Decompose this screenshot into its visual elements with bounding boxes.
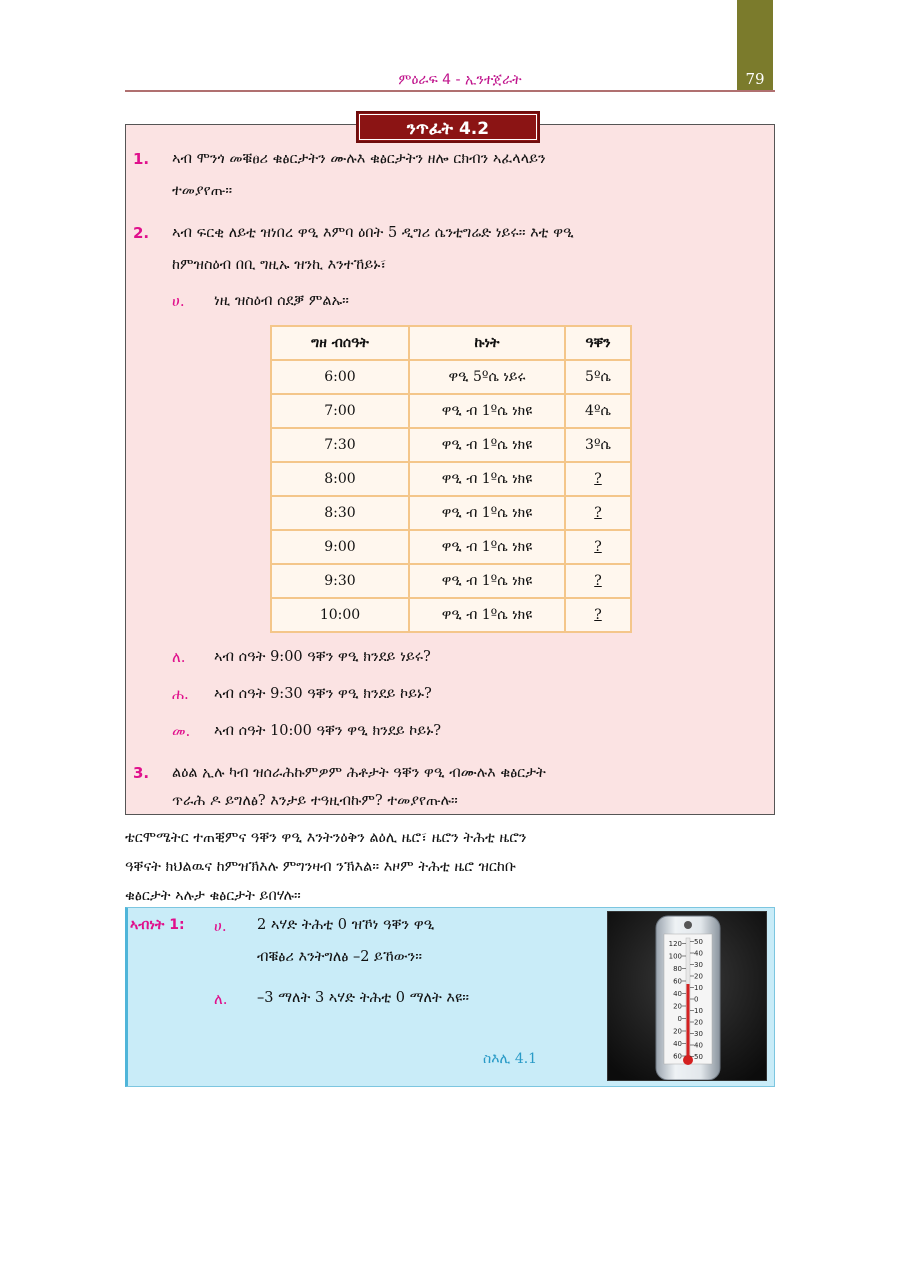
example-a-label: ሀ. <box>214 917 227 935</box>
example-a-line-2: ብቑፅሪ እንትግለፅ –2 ይኸውን። <box>257 949 423 965</box>
celsius-tick-label: 20 <box>694 1018 703 1027</box>
paragraph-line-2: ዓቐናት ክህልዉና ከምዝኽእሉ ምግንዛብ ንኽእል። እዞም ትሕቲ ዜሮ ዝርከቡ <box>125 859 517 875</box>
table-row <box>271 462 631 496</box>
sub-c-text: ኣብ ሰዓት 9:30 ዓቐን ዋዒ ክንደይ ኮይኑ? <box>214 686 432 702</box>
fahrenheit-tick-label: 100 <box>668 952 682 961</box>
fahrenheit-tick-label: 0 <box>677 1015 682 1023</box>
cell-time: 7:00 <box>271 394 409 428</box>
celsius-tick-label: 50 <box>694 1053 703 1061</box>
cell-condition: ዋዒ ብ 1ºሴ ነክዩ <box>409 598 565 632</box>
paragraph-line-3: ቁፅርታት ኣሉታ ቁፅርታት ይበሃሉ። <box>125 888 301 904</box>
cell-condition: ዋዒ ብ 1ºሴ ነክዩ <box>409 428 565 462</box>
temperature-table <box>270 325 632 633</box>
cell-condition: ዋዒ ብ 1ºሴ ነክዩ <box>409 462 565 496</box>
header-condition: ኩነት <box>409 326 565 360</box>
cell-amount: 5ºሴ <box>565 360 631 394</box>
example-a-line-1: 2 ኣሃድ ትሕቲ 0 ዝኾነ ዓቐን ዋዒ <box>257 917 435 933</box>
sub-b-text: ኣብ ሰዓት 9:00 ዓቐን ዋዒ ክንደይ ነይሩ? <box>214 649 431 665</box>
celsius-tick-label: 10 <box>694 1007 703 1015</box>
cell-time: 8:30 <box>271 496 409 530</box>
cell-condition: ዋዒ ብ 1ºሴ ነክዩ <box>409 530 565 564</box>
cell-amount-blank: ? <box>565 530 631 564</box>
fahrenheit-tick-label: 80 <box>673 965 682 973</box>
question-3-line-1: ልዕል ኢሉ ካብ ዝሰራሕኩምዎም ሕቶታት ዓቐን ዋዒ ብሙሉእ ቁፅርታት <box>172 765 546 781</box>
cell-amount-blank: ? <box>565 496 631 530</box>
header-time: ግዘ ብሰዓት <box>271 326 409 360</box>
cell-condition: ዋዒ ብ 1ºሴ ነክዩ <box>409 564 565 598</box>
fahrenheit-tick-label: 40 <box>673 1040 682 1048</box>
header-divider <box>125 90 775 92</box>
cell-time: 8:00 <box>271 462 409 496</box>
cell-condition: ዋዒ ብ 1ºሴ ነክዩ <box>409 496 565 530</box>
table-row <box>271 530 631 564</box>
celsius-tick-label: 40 <box>694 1041 703 1050</box>
celsius-tick-label: 10 <box>694 984 703 992</box>
question-1-line-1: ኣብ ሞንጎ መቑፀሪ ቁፅርታትን ሙሉእ ቁፅርታትን ዘሎ ርክብን ኣፈላላይን <box>172 151 546 167</box>
question-3-line-2: ጥራሕ ዶ ይግለፅ? እንታይ ተዓዚብኩም? ተመያየጡሉ። <box>172 793 458 809</box>
fahrenheit-tick-label: 60 <box>673 1052 682 1061</box>
fahrenheit-tick-label: 60 <box>673 977 682 986</box>
cell-time: 6:00 <box>271 360 409 394</box>
table-row <box>271 394 631 428</box>
cell-time: 10:00 <box>271 598 409 632</box>
celsius-tick-label: 20 <box>694 972 703 981</box>
celsius-tick-label: 0 <box>694 995 699 1004</box>
mercury-column <box>687 984 690 1058</box>
celsius-tick-label: 30 <box>694 1030 703 1038</box>
activity-title: ንጥፈት 4.2 <box>356 111 540 143</box>
header-amount: ዓቐን <box>565 326 631 360</box>
example-label: ኣብነት 1: <box>130 917 185 933</box>
question-3-number: 3. <box>133 764 150 782</box>
table-row <box>271 360 631 394</box>
fahrenheit-tick-label: 120 <box>668 940 682 948</box>
table-header-row <box>271 326 631 360</box>
cell-amount-blank: ? <box>565 598 631 632</box>
body-paragraph <box>125 824 775 911</box>
table-row <box>271 496 631 530</box>
cell-time: 7:30 <box>271 428 409 462</box>
celsius-tick-label: 40 <box>694 949 703 958</box>
fahrenheit-tick-label: 20 <box>673 1027 682 1036</box>
question-1-number: 1. <box>133 150 150 168</box>
fahrenheit-tick-label: 20 <box>673 1002 682 1011</box>
example-b-text: –3 ማለት 3 ኣሃድ ትሕቲ 0 ማለት እዩ። <box>257 990 470 1006</box>
table-row <box>271 428 631 462</box>
question-2-number: 2. <box>133 224 150 242</box>
cell-condition: ዋዒ ብ 1ºሴ ነክዩ <box>409 394 565 428</box>
celsius-tick-label: 30 <box>694 961 703 969</box>
cell-amount-blank: ? <box>565 462 631 496</box>
sub-c-label: ሐ. <box>172 685 189 703</box>
chapter-header: ምዕራፍ 4 - ኢንተጀራት <box>398 72 522 88</box>
sub-d-label: መ. <box>172 722 191 740</box>
cell-time: 9:00 <box>271 530 409 564</box>
celsius-tick-label: 50 <box>694 938 703 946</box>
question-2-line-1: ኣብ ፍርቂ ለይቲ ዝነበረ ዋዒ እምባ ዕበት 5 ዲግሪ ሴንቲግሬድ ነይሩ። እቲ ዋዒ <box>172 225 574 241</box>
sub-d-text: ኣብ ሰዓት 10:00 ዓቐን ዋዒ ክንደይ ኮይኑ? <box>214 723 442 739</box>
question-1-line-2: ተመያየጡ። <box>172 183 233 199</box>
question-2-line-2: ከምዝስዕብ በቢ ግዚኡ ዝንኪ እንተኸይኑ፣ <box>172 257 387 273</box>
sub-a-text: ነዚ ዝስዕብ ሰደቓ ምልኡ። <box>214 293 349 309</box>
cell-amount-blank: ? <box>565 564 631 598</box>
table-row <box>271 598 631 632</box>
thermometer-photo <box>607 911 767 1081</box>
sub-a-label: ሀ. <box>172 292 185 310</box>
page-number: 79 <box>745 70 765 88</box>
example-b-label: ለ. <box>214 990 228 1008</box>
cell-condition: ዋዒ 5ºሴ ነይሩ <box>409 360 565 394</box>
figure-caption: ስእሊ 4.1 <box>483 1051 538 1067</box>
fahrenheit-tick-label: 40 <box>673 990 682 998</box>
paragraph-line-1: ቴርሞሜትር ተጠቒምና ዓቐን ዋዒ እንትንዕቅን ልዕሊ ዜሮ፣ ዜሮን ትሕቲ ዜሮን <box>125 830 527 846</box>
cell-amount: 3ºሴ <box>565 428 631 462</box>
table-row <box>271 564 631 598</box>
cell-time: 9:30 <box>271 564 409 598</box>
thermometer-icon <box>608 912 767 1081</box>
cell-amount: 4ºሴ <box>565 394 631 428</box>
sub-b-label: ለ. <box>172 648 186 666</box>
